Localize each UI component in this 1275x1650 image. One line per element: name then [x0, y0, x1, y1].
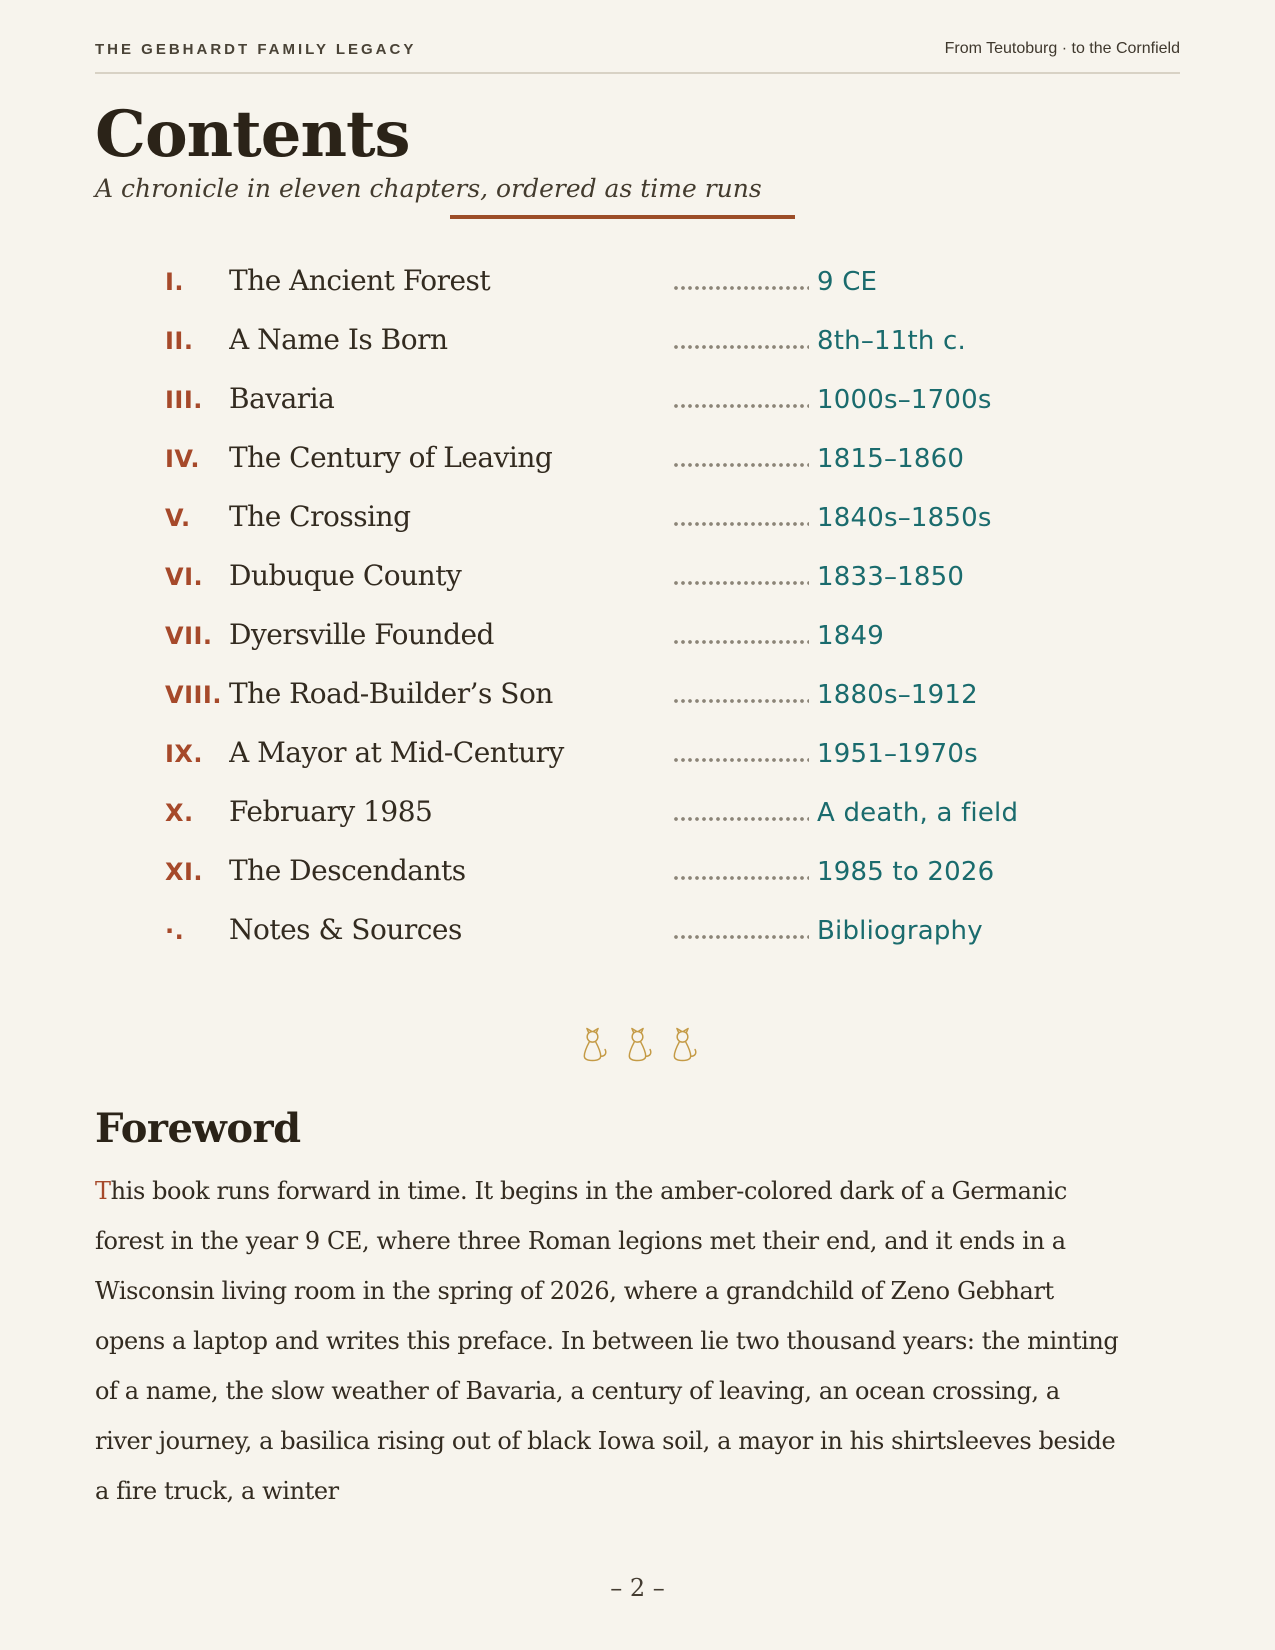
toc-dot-leader [674, 522, 809, 526]
toc-page-value: A death, a field [817, 797, 1019, 828]
running-header-title: THE GEBHARDT FAMILY LEGACY [95, 41, 417, 58]
toc-row [165, 369, 1035, 428]
toc-numeral: I. [165, 267, 185, 296]
running-header [95, 0, 1180, 74]
toc-numeral: XI. [165, 857, 204, 886]
toc-numeral: VIII. [165, 680, 222, 709]
toc-dot-leader [674, 699, 809, 703]
toc-chapter-title: The Crossing [229, 499, 411, 533]
toc-chapter-title: A Name Is Born [229, 322, 448, 356]
toc-row [165, 605, 1035, 664]
toc-page-value: 1815–1860 [817, 443, 965, 474]
toc-chapter-title: The Descendants [229, 853, 466, 887]
toc-page-value: 1000s–1700s [817, 384, 992, 415]
toc-page-value: 1849 [817, 620, 884, 651]
toc-dot-leader [674, 463, 809, 467]
toc-numeral: V. [165, 503, 191, 532]
toc-chapter-title: The Road-Builder’s Son [229, 676, 553, 710]
toc-numeral: III. [165, 385, 203, 414]
toc-numeral: IX. [165, 739, 204, 768]
toc-numeral: IV. [165, 444, 201, 473]
toc-dot-leader [674, 286, 809, 290]
cat-icon [667, 1027, 698, 1065]
subtitle-rule [450, 215, 795, 219]
toc-dot-leader [674, 758, 809, 762]
toc-dot-leader [674, 581, 809, 585]
contents-title: Contents [95, 97, 410, 172]
toc-row [165, 487, 1035, 546]
toc-numeral: ·. [165, 916, 185, 945]
toc-numeral: VII. [165, 621, 213, 650]
toc-row [165, 723, 1035, 782]
toc-row [165, 900, 1035, 959]
toc-chapter-title: Notes & Sources [229, 912, 462, 946]
foreword-title: Foreword [95, 1104, 301, 1152]
toc-dot-leader [674, 876, 809, 880]
table-of-contents [165, 251, 1035, 959]
toc-page-value: 9 CE [817, 266, 878, 297]
toc-page-value: 1880s–1912 [817, 679, 978, 710]
running-header-subtitle: From Teutoburg · to the Cornfield [944, 40, 1180, 57]
toc-page-value: 1985 to 2026 [817, 856, 995, 887]
toc-chapter-title: Dyersville Founded [229, 617, 494, 651]
toc-dot-leader [674, 640, 809, 644]
toc-row [165, 664, 1035, 723]
toc-row [165, 251, 1035, 310]
toc-chapter-title: Dubuque County [229, 558, 462, 592]
toc-page-value: 1840s–1850s [817, 502, 992, 533]
section-ornament [95, 1027, 1180, 1065]
foreword-paragraph: This book runs forward in time. It begins in the amber-colored dark of a Germanic forest in the year 9 CE, where three Roman legions met their end, and it ends in a Wisconsin living room in the spring of 2026, where a grandchild of Zeno Gebhart opens a laptop and writes this preface. In between lie two thousand years: the minting of a name, the slow weather of Bavaria, a century of leaving, an ocean crossing, a river journey, a basilica rising out of black Iowa soil, a mayor in his shirtsleeves beside a fire truck, a winter [95, 1176, 1119, 1505]
page-number: – 2 – [610, 1574, 665, 1602]
toc-chapter-title: February 1985 [229, 794, 433, 828]
toc-numeral: VI. [165, 562, 204, 591]
toc-chapter-title: Bavaria [229, 381, 335, 415]
toc-chapter-title: The Ancient Forest [229, 263, 491, 297]
toc-chapter-title: The Century of Leaving [229, 440, 553, 474]
toc-page-value: 8th–11th c. [817, 325, 966, 356]
toc-dot-leader [674, 404, 809, 408]
toc-row [165, 782, 1035, 841]
toc-numeral: II. [165, 326, 194, 355]
toc-page-value: Bibliography [817, 915, 983, 946]
toc-dot-leader [674, 345, 809, 349]
toc-row [165, 428, 1035, 487]
toc-row [165, 546, 1035, 605]
cat-icon [622, 1027, 653, 1065]
toc-chapter-title: A Mayor at Mid-Century [229, 735, 564, 769]
toc-dot-leader [674, 817, 809, 821]
toc-row [165, 310, 1035, 369]
toc-dot-leader [674, 935, 809, 939]
cat-icon [577, 1027, 608, 1065]
contents-subtitle: A chronicle in eleven chapters, ordered as time runs [95, 173, 762, 203]
toc-page-value: 1833–1850 [817, 561, 965, 592]
toc-row [165, 841, 1035, 900]
toc-numeral: X. [165, 798, 194, 827]
toc-page-value: 1951–1970s [817, 738, 978, 769]
